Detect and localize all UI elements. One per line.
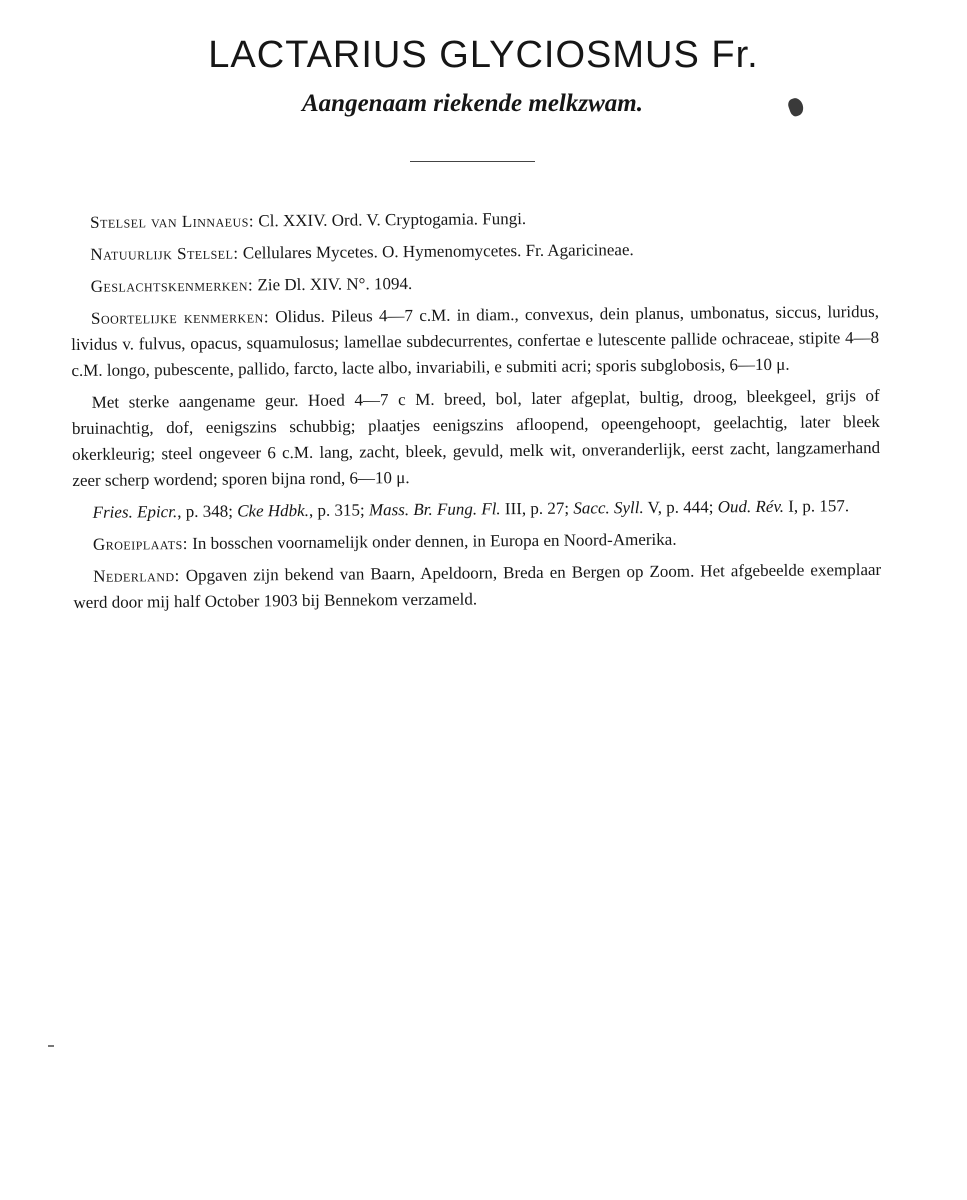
groeiplaats-text: In bosschen voornamelijk onder dennen, in Europa en Noord-Amerika. (187, 529, 677, 553)
geslachtskenmerken-label: Geslachtskenmerken: (90, 275, 254, 296)
stelsel-linnaeus-label: Stelsel van Linnaeus: (90, 211, 255, 232)
page-subtitle: Aangenaam riekende melkzwam. (302, 90, 643, 117)
nederland-paragraph (73, 557, 881, 616)
reference-fries: Fries. Epicr. (92, 502, 178, 522)
reference-massee-page: III, p. 27; (500, 498, 574, 519)
natuurlijk-stelsel-label: Natuurlijk Stelsel: (90, 243, 239, 264)
stelsel-linnaeus-text: Cl. XXIV. Ord. V. Cryptogamia. Fungi. (254, 209, 527, 231)
soortelijke-kenmerken-text: Olidus. Pileus 4—7 c.M. in diam., convexus, dein planus, umbonatus, siccus, luridus, lividus v. fulvus, opacus, squamulosus; lamellae subdecurrentes, confertae e lutescente pallide ochraceae, stipite 4—8 c.M. longo, pubescente, pallido, farcto, lacte albo, invariabili, e submiti acri; sporis subglobosis, 6—10 μ. (71, 301, 880, 380)
description-paragraph: Met sterke aangename geur. Hoed 4—7 c M. breed, bol, later afgeplat, bultig, droog, bleekgeel, grijs of bruinachtig, dof, eenigszins schubbig; plaatjes eenigszins afloopend, opeengehoopt, geelachtig, later bleek okerkleurig; steel ongeveer 6 c.M. lang, zacht, bleek, gevuld, melk wit, onveranderlijk, eerst zacht, langzamerhand zeer scherp wordend; sporen bijna rond, 6—10 μ. (71, 385, 881, 490)
stelsel-linnaeus-paragraph (70, 203, 878, 236)
document-body (70, 203, 882, 616)
margin-mark (48, 1045, 54, 1047)
reference-cooke: Cke Hdbk. (237, 500, 309, 521)
title-divider (410, 161, 535, 162)
geslachtskenmerken-paragraph (71, 267, 879, 300)
reference-oudemans-page: I, p. 157. (783, 496, 850, 516)
reference-oudemans: Oud. Rév. (717, 496, 785, 517)
reference-fries-page: , p. 348; (177, 501, 238, 522)
references-paragraph (73, 493, 881, 526)
soortelijke-kenmerken-paragraph (71, 299, 880, 384)
natuurlijk-stelsel-paragraph (70, 235, 878, 268)
soortelijke-kenmerken-label: Soortelijke kenmerken: (90, 307, 270, 328)
page-title: LACTARIUS GLYCIOSMUS Fr. (208, 34, 759, 76)
reference-saccardo: Sacc. Syll. (573, 498, 644, 518)
reference-saccardo-page: V, p. 444; (643, 497, 718, 518)
natuurlijk-stelsel-text: Cellulares Mycetes. O. Hymenomycetes. Fr. Agaricineae. (238, 240, 634, 263)
nederland-label: Nederland: (93, 566, 180, 586)
groeiplaats-label: Groeiplaats: (92, 533, 189, 554)
geslachtskenmerken-text: Zie Dl. XIV. N°. 1094. (253, 274, 413, 295)
nederland-text: Opgaven zijn bekend van Baarn, Apeldoorn, Breda en Bergen op Zoom. Het afgebeelde exemplaar werd door mij half October 1903 bij Bennekom verzameld. (73, 559, 882, 612)
groeiplaats-paragraph (73, 525, 881, 558)
reference-cooke-page: , p. 315; (308, 500, 369, 520)
reference-massee: Mass. Br. Fung. Fl. (368, 499, 501, 520)
